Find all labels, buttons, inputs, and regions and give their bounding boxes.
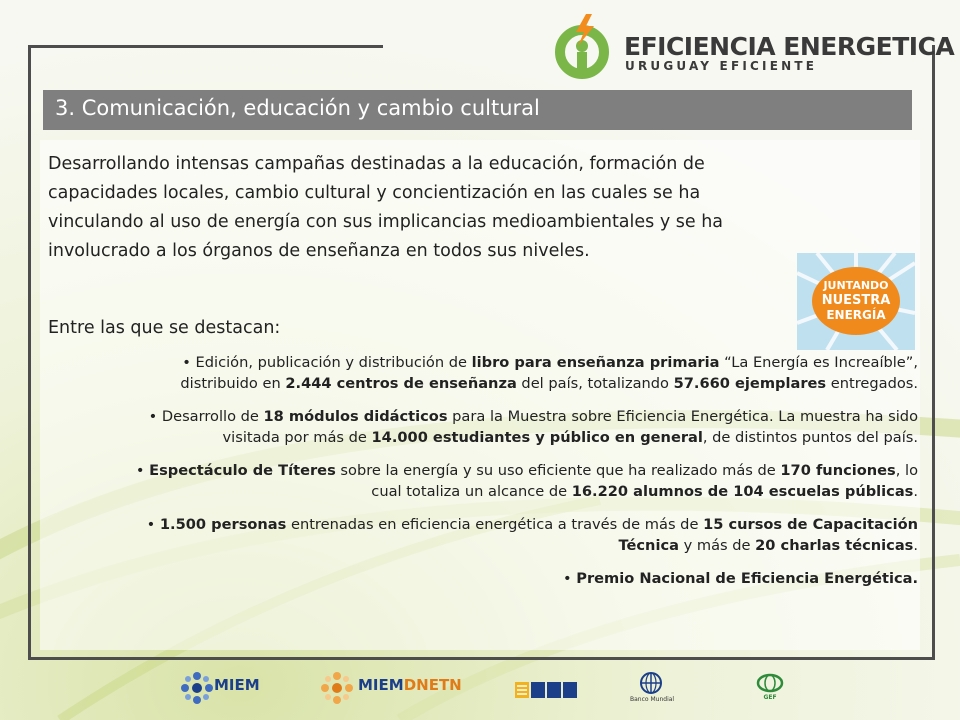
intro-line: involucrado a los órganos de enseñanza en todos sus niveles. [48, 241, 590, 261]
frame-right-line [932, 45, 935, 660]
highlight-item [48, 514, 918, 556]
logo-subtitle: URUGUAY EFICIENTE [625, 59, 818, 73]
miem-dnetn-a: MIEM [358, 676, 404, 694]
highlight-emphasis: 14.000 estudiantes y público en general [371, 429, 703, 446]
miem-dnetn-b: DNETN [403, 676, 462, 694]
highlight-text: • [135, 462, 150, 479]
highlight-emphasis: libro para enseñanza primaria [471, 354, 720, 371]
gef-label: GEF [763, 694, 777, 700]
highlight-text: • [146, 516, 160, 533]
section-header-bar [43, 90, 912, 130]
miem-emblem-icon [180, 670, 214, 706]
highlight-text: y más de [678, 537, 756, 554]
miem-dnetn-logo-text [358, 676, 462, 694]
highlight-emphasis: Espectáculo de Títeres [149, 462, 336, 479]
logo-title: EFICIENCIA ENERGETICA [624, 32, 955, 61]
highlight-text: • [563, 570, 577, 587]
highlight-emphasis: Técnica [618, 537, 679, 554]
highlight-item [48, 406, 918, 448]
highlight-text: cual totaliza un alcance de [371, 483, 572, 500]
badge-line-2: NUESTRA [821, 293, 891, 308]
frame-bottom-line [28, 657, 932, 660]
ute-logo-icon [515, 680, 577, 700]
world-bank-label: Banco Mundial [630, 696, 675, 703]
highlight-text: para la Muestra sobre Eficiencia Energética. La muestra ha sido [447, 408, 918, 425]
juntando-nuestra-energia-badge [797, 253, 915, 350]
highlight-emphasis: 170 funciones [780, 462, 896, 479]
badge-line-3: ENERGÍA [826, 308, 886, 322]
highlight-text: . [913, 483, 918, 500]
highlight-text: . [913, 537, 918, 554]
frame-top-line [28, 45, 383, 48]
highlight-emphasis: 16.220 alumnos de 104 escuelas públicas [571, 483, 914, 500]
intro-line: capacidades locales, cambio cultural y concientización en las cuales se ha [48, 183, 701, 203]
eficiencia-energetica-logo [552, 12, 955, 82]
intro-line: Desarrollando intensas campañas destinadas a la educación, formación de [48, 154, 705, 174]
intro-line: vinculando al uso de energía con sus implicancias medioambientales y se ha [48, 212, 724, 232]
badge-line-1: JUNTANDO [823, 279, 889, 292]
highlight-emphasis: 1.500 personas [159, 516, 287, 533]
highlight-text: • Desarrollo de [148, 408, 264, 425]
highlight-text: del país, totalizando [516, 375, 674, 392]
highlight-emphasis: 2.444 centros de enseñanza [285, 375, 517, 392]
highlights-heading: Entre las que se destacan: [48, 318, 281, 338]
highlight-emphasis: 15 cursos de Capacitación [703, 516, 918, 533]
highlights-list [48, 352, 918, 601]
highlight-text: entregados. [826, 375, 918, 392]
highlight-text: sobre la energía y su uso eficiente que ha realizado más de [335, 462, 781, 479]
highlight-text: , lo [895, 462, 918, 479]
sponsor-logos [170, 668, 810, 712]
gef-logo-icon [755, 672, 785, 700]
miem-dnetn-emblem-icon [320, 670, 354, 706]
miem-logo-text: MIEM [214, 676, 260, 694]
highlight-text: distribuido en [180, 375, 286, 392]
intro-paragraph [48, 150, 848, 266]
logo-mark-icon [552, 12, 616, 82]
highlight-item [48, 568, 918, 589]
highlight-text: • Edición, publicación y distribución de [182, 354, 472, 371]
frame-left-line [28, 45, 31, 660]
highlight-text: “La Energía es Increaíble”, [719, 354, 918, 371]
highlight-text: , de distintos puntos del país. [702, 429, 918, 446]
highlight-emphasis: 57.660 ejemplares [673, 375, 827, 392]
highlight-item [48, 352, 918, 394]
highlight-emphasis: 20 charlas técnicas [755, 537, 914, 554]
highlight-item [48, 460, 918, 502]
highlight-text: entrenadas en eficiencia energética a través de más de [286, 516, 704, 533]
world-bank-globe-icon [640, 672, 662, 694]
highlight-emphasis: 18 módulos didácticos [263, 408, 448, 425]
highlight-emphasis: Premio Nacional de Eficiencia Energética. [576, 570, 918, 587]
highlight-text: visitada por más de [222, 429, 372, 446]
section-title: 3. Comunicación, educación y cambio cultural [55, 96, 540, 120]
